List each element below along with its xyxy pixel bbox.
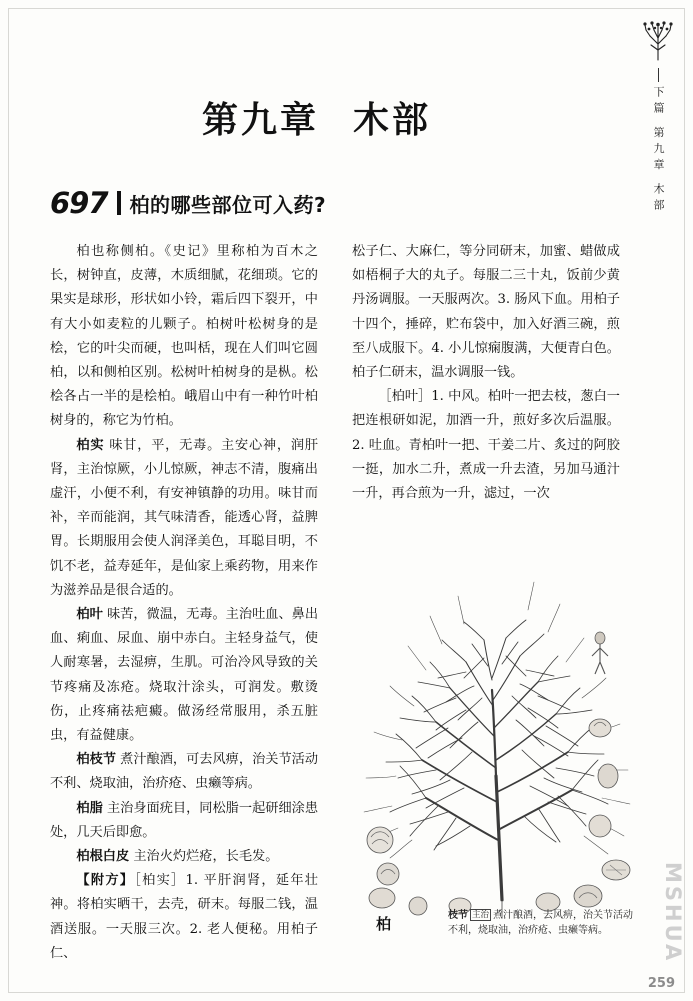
question-number: 697 [50, 186, 108, 220]
paragraph [50, 748, 318, 796]
term-label: 柏枝节 [76, 752, 116, 768]
specimen-icons [367, 632, 630, 915]
running-head-text: 下篇 第九章 木部 [652, 86, 666, 215]
question-heading [50, 186, 326, 220]
watermark: MSHUA [661, 861, 685, 963]
figure-caption-tag: 主治 [472, 910, 490, 920]
cypress-branch-illustration [352, 540, 638, 940]
figure-caption-text: 煮汁酿酒，去风痹，治关节活动不利，烧取油，治疥疮、虫癞等病。 [448, 910, 634, 936]
term-label: 柏根白皮 [76, 849, 130, 865]
chapter-number: 第九章 [201, 99, 319, 141]
paragraph [50, 797, 318, 845]
paragraph [352, 240, 620, 385]
body-column-left [50, 240, 319, 961]
running-head-rule [658, 68, 659, 82]
question-text: 柏的哪些部位可入药? [129, 192, 327, 217]
paragraph-text: 味甘，平，无毒。主安心神，润肝肾，主治惊厥，小儿惊厥，神志不清，腹痛出虚汗，小便不利，有安神镇静的功用。味甘而补，辛而能润，其气味清香，能透心肾，益脾胃。长期服用会使人润泽美色，耳聪目明，不饥不老，益寿延年，是仙家上乘药物，用来作为滋养品是很合适的。 [50, 437, 319, 598]
paragraph [50, 845, 318, 869]
term-label: 柏叶 [76, 607, 103, 623]
paragraph-text: 柏也称侧柏。《史记》里称柏为百木之长，树钟直，皮薄，木质细腻，花细琐。它的果实是球形，形状如小铃，霜后四下裂开，中有大小如麦粒的儿颗子。柏树叶松树身的是桧，它的叶尖而硬，也叫栝，现在人们叫它圆柏，以和侧柏区别。松树叶柏树身的是枞。松桧各占一半的是桧柏。峨眉山中有一种竹叶柏树身的，称它为竹柏。 [50, 244, 318, 429]
term-label: 柏实 [76, 437, 105, 453]
paragraph-text: ［柏实］1. 平肝润肾，延年壮神。将柏实晒干，去壳，研末。每服二钱，温酒送服。一天服三次。2. 老人便秘。用柏子仁、 [50, 873, 318, 961]
tree-logo-icon [638, 18, 678, 62]
page-number: 259 [647, 976, 675, 991]
paragraph-text: 味苦，微温，无毒。主治吐血、鼻出血、痢血、尿血、崩中赤白。主轻身益气，使人耐寒暑，去湿痹，生肌。可治冷风导致的关节疼痛及冻疮。烧取汁涂头，可润发。敷烫伤，止疼痛祛疤癜。做汤经常服用，杀五脏虫，有益健康。 [50, 607, 319, 744]
paragraph-text: 松子仁、大麻仁，等分同研末，加蜜、蜡做成如梧桐子大的丸子。每服二三十丸，饭前少黄丹汤调服。一天服两次。3. 肠风下血。用柏子十四个，捶碎，贮布袋中，加入好酒三碗，煎至八成服下。4. 小儿惊痫腹满，大便青白色。柏子仁研末，温水调服一钱。 [352, 244, 620, 381]
paragraph [352, 385, 620, 506]
paragraph [50, 240, 318, 434]
term-label: 柏脂 [76, 800, 103, 816]
plant-illustration [352, 540, 638, 940]
paragraph-text: 煮汁酿酒，可去风痹，治关节活动不利、烧取油，治疥疮、虫癞等病。 [50, 752, 319, 792]
paragraph [50, 603, 318, 748]
paragraph [50, 434, 318, 603]
paragraph-text: 主治火灼烂疮，长毛发。 [133, 849, 279, 865]
body-column-right [352, 240, 620, 506]
page-title [0, 92, 633, 143]
figure-caption-title: 枝节 [448, 910, 468, 921]
chapter-title-text: 木部 [353, 99, 432, 141]
appendix-label: 【附方】 [76, 873, 135, 889]
paragraph [50, 869, 318, 966]
running-head [637, 18, 679, 218]
figure-caption [448, 908, 638, 938]
heading-divider [117, 191, 121, 215]
figure-label: 柏 [376, 915, 392, 933]
paragraph-text: 主治身面疣目，同松脂一起研细涂患处，几天后即愈。 [50, 800, 319, 840]
paragraph-text: ［柏叶］1. 中风。柏叶一把去枝，葱白一把连根研如泥，加酒一升，煎好多次后温服。2. 吐血。青柏叶一把、干姜二片、炙过的阿胶一挺，加水二升，煮成一升去渣，另加马通汁一升，再合煎为一升，滤过，一次 [352, 389, 620, 502]
